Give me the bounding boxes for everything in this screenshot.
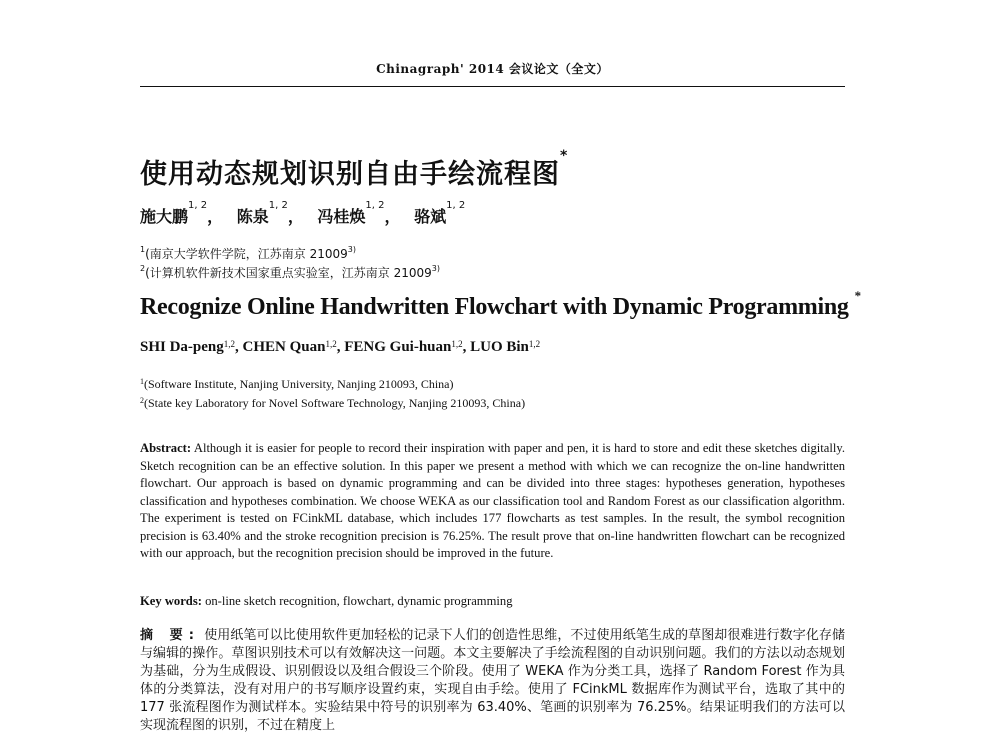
- chinese-title: [140, 148, 569, 191]
- english-author: SHI Da-peng$^{1,2}$: [140, 339, 236, 355]
- chinese-author: 陈泉$^{1, 2}$，: [236, 200, 304, 226]
- english-authors: SHI Da-peng$^{1,2}$, CHEN Quan$^{1,2}$, FENG Gui-huan$^{1,2}$, LUO Bin$^{1,2}$: [140, 339, 541, 355]
- header-rule: [140, 86, 845, 87]
- english-affiliation-2: $^2$(State key Laboratory for Novel Software Technology, Nanjing 210093, China): [140, 396, 526, 410]
- chinese-authors: [140, 200, 473, 227]
- chinese-affiliation-2: $^2$(计算机软件新技术国家重点实验室，江苏南京 21009$^{3)}$: [140, 264, 440, 280]
- keywords: [140, 594, 845, 609]
- chinese-author: 施大鹏$^{1, 2}$，: [140, 200, 224, 226]
- abstract-text: Although it is easier for people to record their inspiration with paper and pen, it is hard to store and edit these sketches digitally. Sketch recognition can be an effective solution. In this paper we present a method with which we can recognize the on-line handwritten flowchart. Our approach is based on dynamic programming and can be divided into three stages: hypotheses generation, hypotheses classification and hypotheses combination. We choose WEKA as our classification tool and Random Forest as our classification algorithm. The experiment is tested on FCinkML database, which includes 177 flowcharts as test samples. In the result, the symbol recognition precision is 63.40% and the stroke recognition precision is 76.25%. The result prove that on-line handwritten flowchart can be recognized with our approach, but the recognition precision should be improved in the future.: [140, 441, 845, 560]
- english-title: [140, 288, 861, 321]
- abstract-label: Abstract:: [140, 441, 192, 455]
- title-footnote-mark: *: [560, 148, 569, 164]
- english-title-text: Recognize Online Handwritten Flowchart with Dynamic Programming: [140, 294, 849, 320]
- running-header: Chinagraph' 2014 会议论文（全文）: [376, 62, 609, 76]
- chinese-title-text: 使用动态规划识别自由手绘流程图: [140, 159, 560, 190]
- english-abstract: [140, 440, 845, 563]
- keywords-label: Key words:: [140, 594, 202, 608]
- english-author: LUO Bin$^{1,2}$: [470, 339, 541, 355]
- english-affiliation-1: $^1$(Software Institute, Nanjing University, Nanjing 210093, China): [140, 377, 454, 391]
- chinese-author: 冯桂焕$^{1, 2}$，: [317, 200, 401, 226]
- chinese-abstract-text: 使用纸笔可以比使用软件更加轻松的记录下人们的创造性思维，不过使用纸笔生成的草图却很难进行数字化存储与编辑的操作。草图识别技术可以有效解决这一问题。本文主要解决了手绘流程图的自动识别问题。我们的方法以动态规划为基础，分为生成假设、识别假设以及组合假设三个阶段。使用了 WEKA 作为分类工具，选择了 Random Forest 作为具体的分类算法，没有对用户的书写顺序设置约束，实现自由手绘。使用了 FCinkML 数据库作为测试平台，选取了其中的 177 张流程图作为测试样本。实验结果中符号的识别率为 63.40%、笔画的识别率为 76.25%。结果证明我们的方法可以实现流程图的识别，不过在精度上: [140, 628, 845, 733]
- keywords-text: on-line sketch recognition, flowchart, dynamic programming: [205, 594, 513, 608]
- chinese-abstract-label: 摘 要:: [140, 628, 200, 643]
- english-author: FENG Gui-huan$^{1,2}$: [344, 339, 463, 355]
- chinese-affiliation-1: $^1$(南京大学软件学院，江苏南京 21009$^{3)}$: [140, 245, 356, 261]
- chinese-abstract: [140, 627, 845, 735]
- english-title-footnote-mark: *: [854, 288, 861, 303]
- english-author: CHEN Quan$^{1,2}$: [242, 339, 337, 355]
- chinese-author: 骆斌$^{1, 2}$: [414, 200, 466, 226]
